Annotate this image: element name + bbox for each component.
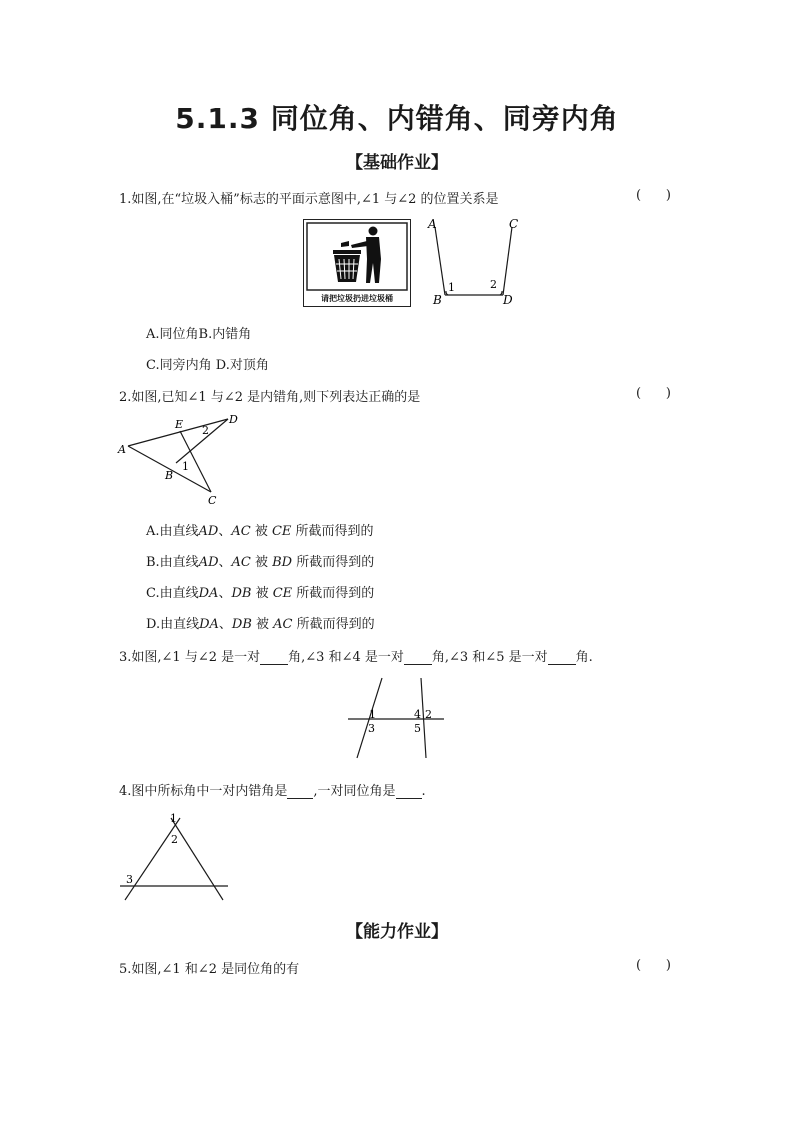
section-ability-heading: 【能力作业】 xyxy=(346,922,448,942)
angle-label-2: 2 xyxy=(202,424,209,437)
point-label-A: A xyxy=(118,443,126,456)
q3-figure xyxy=(342,674,452,764)
point-label-D: D xyxy=(229,413,238,426)
point-label-C: C xyxy=(509,217,519,231)
angle-label-2: 2 xyxy=(425,708,432,721)
trash-can-outline-figure xyxy=(425,213,525,313)
trash-sign-figure xyxy=(303,219,411,307)
answer-paren-1: ( ) xyxy=(636,188,671,203)
q2-option-d: D.由直线DA、DB 被 AC 所截而得到的 xyxy=(146,617,375,632)
angle-label-1: 1 xyxy=(448,281,455,294)
question-1-text: 1.如图,在“垃圾入桶”标志的平面示意图中,∠1 与∠2 的位置关系是 xyxy=(119,192,499,207)
point-label-E: E xyxy=(175,418,184,431)
q1-option-cd: C.同旁内角 D.对顶角 xyxy=(146,358,269,373)
q3-blank-1[interactable] xyxy=(260,652,288,665)
q1-option-ab: A.同位角B.内错角 xyxy=(146,327,252,342)
angle-label-2: 2 xyxy=(171,833,178,846)
answer-paren-5: ( ) xyxy=(636,958,671,973)
q2-option-a: A.由直线AD、AC 被 CE 所截而得到的 xyxy=(146,524,374,539)
question-3-text: 3.如图,∠1 与∠2 是一对 角,∠3 和∠4 是一对 角,∠3 和∠5 是一对 角. xyxy=(119,650,593,665)
q2-option-b: B.由直线AD、AC 被 BD 所截而得到的 xyxy=(146,555,375,570)
page-title: 5.1.3 同位角、内错角、同旁内角 xyxy=(175,102,619,135)
point-label-B: B xyxy=(165,469,174,482)
q3-blank-2[interactable] xyxy=(404,652,432,665)
point-label-A: A xyxy=(428,217,437,231)
angle-label-4: 4 xyxy=(414,708,421,721)
question-2-text: 2.如图,已知∠1 与∠2 是内错角,则下列表达正确的是 xyxy=(119,390,421,405)
angle-label-3: 3 xyxy=(368,722,375,735)
angle-label-1: 1 xyxy=(369,708,376,721)
angle-label-5: 5 xyxy=(414,722,421,735)
angle-label-1: 1 xyxy=(182,460,189,473)
angle-label-1: 1 xyxy=(170,812,177,825)
point-label-C: C xyxy=(208,494,217,507)
q4-blank-2[interactable] xyxy=(396,786,422,799)
q3-blank-3[interactable] xyxy=(548,652,576,665)
section-basic-heading: 【基础作业】 xyxy=(346,153,448,173)
angle-label-3: 3 xyxy=(126,873,133,886)
q2-option-c: C.由直线DA、DB 被 CE 所截而得到的 xyxy=(146,586,375,601)
question-5-text: 5.如图,∠1 和∠2 是同位角的有 xyxy=(119,962,300,977)
q4-figure xyxy=(115,810,240,905)
angle-label-2: 2 xyxy=(490,278,497,291)
q2-figure xyxy=(113,410,248,510)
point-label-D: D xyxy=(503,293,513,307)
point-label-B: B xyxy=(433,293,442,307)
sign-caption: 请把垃圾扔进垃圾桶 xyxy=(321,293,393,303)
q4-blank-1[interactable] xyxy=(287,786,313,799)
answer-paren-2: ( ) xyxy=(636,386,671,401)
question-4-text: 4.图中所标角中一对内错角是 ,一对同位角是 . xyxy=(119,784,426,799)
